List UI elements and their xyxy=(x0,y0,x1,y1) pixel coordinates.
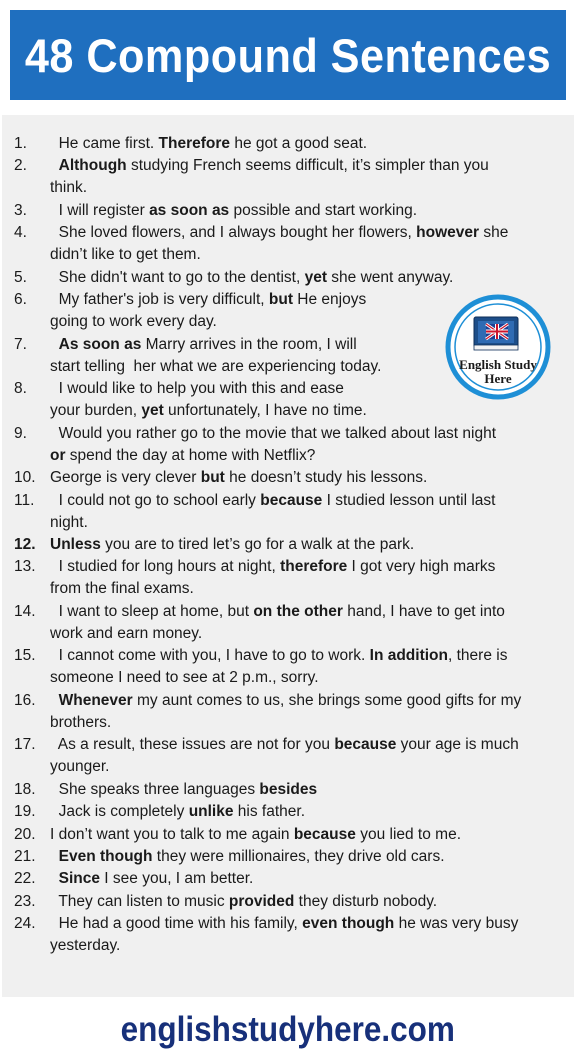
sentence-number: 20. xyxy=(14,825,36,843)
sentence-line xyxy=(50,779,317,801)
sentence-item xyxy=(2,490,574,534)
sentence-item xyxy=(2,846,574,868)
sentence-fragment: Jack is completely xyxy=(50,803,189,821)
website-url: englishstudyhere.com xyxy=(120,1009,456,1049)
sentence-fragment: She loved flowers, and I always bought her flowers, xyxy=(50,224,417,242)
sentence-fragment: they were millionaires, they drive old cars. xyxy=(152,848,445,865)
sentence-list xyxy=(2,115,574,997)
conjunction-keyword: on the other xyxy=(253,602,343,620)
sentence-number: 14. xyxy=(14,602,36,620)
sentence-fragment: she xyxy=(479,224,509,242)
sentence-number: 17. xyxy=(14,736,36,754)
sentence-line xyxy=(50,423,496,445)
sentence-fragment: He came first. xyxy=(50,135,159,152)
sentence-fragment xyxy=(50,870,59,887)
sentence-number: 9. xyxy=(14,424,27,442)
sentence-fragment: he got a good seat. xyxy=(230,135,368,152)
sentence-line xyxy=(50,667,507,689)
sentence-fragment: possible and start working. xyxy=(229,201,418,219)
sentence-line xyxy=(50,334,381,356)
sentence-text xyxy=(50,334,381,378)
sentence-item xyxy=(2,267,574,289)
sentence-fragment: I got very high marks xyxy=(347,558,496,576)
sentence-fragment: He enjoys xyxy=(293,291,367,309)
sentence-item xyxy=(2,913,574,957)
conjunction-keyword: as soon as xyxy=(149,201,230,219)
sentence-number: 21. xyxy=(14,848,36,865)
conjunction-keyword: As soon as xyxy=(58,335,142,353)
sentence-number: 10. xyxy=(14,469,36,487)
sentence-fragment: start telling her what we are experiencing today. xyxy=(50,357,382,375)
sentence-item xyxy=(2,779,574,801)
sentence-text xyxy=(50,779,317,801)
sentence-text xyxy=(50,801,305,823)
sentence-fragment: I will register xyxy=(50,201,150,219)
sentence-fragment: I studied for long hours at night, xyxy=(50,558,281,576)
sentence-fragment: my aunt comes to us, she brings some good gifts for my xyxy=(132,691,522,709)
sentence-fragment: As a result, these issues are not for you xyxy=(50,736,335,754)
sentence-text xyxy=(50,378,367,422)
sentence-fragment xyxy=(50,848,59,865)
sentence-number: 7. xyxy=(14,335,27,353)
sentence-text xyxy=(50,846,445,868)
conjunction-keyword: Therefore xyxy=(158,135,231,152)
sentence-text xyxy=(50,891,437,913)
sentence-fragment: My father's job is very difficult, xyxy=(50,291,269,309)
page-title: 48 Compound Sentences xyxy=(24,28,552,82)
sentence-line xyxy=(50,846,445,868)
conjunction-keyword: even though xyxy=(302,915,395,933)
sentence-fragment: I see you, I am better. xyxy=(99,870,254,888)
sentence-fragment: Marry arrives in the room, I will xyxy=(141,335,357,353)
conjunction-keyword: however xyxy=(416,224,480,242)
conjunction-keyword: Whenever xyxy=(58,691,133,709)
footer xyxy=(0,1003,576,1056)
conjunction-keyword: In addition xyxy=(369,647,448,665)
sentence-fragment: I studied lesson until last xyxy=(322,491,496,509)
sentence-text xyxy=(50,423,496,467)
sentence-fragment: from the final exams. xyxy=(50,580,194,598)
sentence-fragment: he doesn’t study his lessons. xyxy=(224,469,428,487)
sentence-text xyxy=(50,913,518,957)
conjunction-keyword: yet xyxy=(141,402,164,420)
sentence-item xyxy=(2,690,574,734)
conjunction-keyword: or xyxy=(50,446,66,464)
sentence-line xyxy=(50,133,367,155)
sentence-number: 8. xyxy=(14,380,27,398)
sentence-fragment: you are to tired let’s go for a walk at the park. xyxy=(100,535,415,553)
sentence-fragment: brothers. xyxy=(50,713,112,731)
sentence-fragment: work and earn money. xyxy=(50,624,203,642)
conjunction-keyword: because xyxy=(293,825,356,843)
sentence-number: 16. xyxy=(14,691,36,709)
sentence-item xyxy=(2,645,574,689)
sentence-item xyxy=(2,824,574,846)
sentence-fragment: , there is xyxy=(448,647,508,665)
sentence-fragment: night. xyxy=(50,513,88,531)
sentence-line xyxy=(50,935,518,957)
sentence-text xyxy=(50,267,453,289)
sentence-fragment: your burden, xyxy=(50,402,142,420)
sentence-number: 3. xyxy=(14,201,27,219)
sentence-line xyxy=(50,490,495,512)
sentence-line xyxy=(50,645,507,667)
sentence-number: 1. xyxy=(14,135,27,152)
sentence-line xyxy=(50,601,505,623)
sentence-item xyxy=(2,467,574,489)
sentence-line xyxy=(50,289,366,311)
sentence-line xyxy=(50,556,495,578)
conjunction-keyword: Even though xyxy=(58,848,153,865)
conjunction-keyword: but xyxy=(200,469,225,487)
sentence-number: 11. xyxy=(14,491,35,509)
sentence-fragment: didn’t like to get them. xyxy=(50,246,201,264)
sentence-fragment: she went anyway. xyxy=(326,268,454,286)
sentence-item xyxy=(2,155,574,199)
sentence-text xyxy=(50,645,507,689)
sentence-number: 2. xyxy=(14,157,27,175)
conjunction-keyword: Unless xyxy=(50,535,101,553)
sentence-text xyxy=(50,534,414,556)
conjunction-keyword: yet xyxy=(304,268,327,286)
sentence-fragment: I would like to help you with this and ease xyxy=(50,380,344,398)
sentence-item xyxy=(2,601,574,645)
sentence-text xyxy=(50,200,417,222)
sentence-item xyxy=(2,891,574,913)
sentence-fragment: he was very busy xyxy=(394,915,519,933)
sentence-fragment: someone I need to see at 2 p.m., sorry. xyxy=(50,669,319,687)
sentence-fragment: They can listen to music xyxy=(50,892,229,910)
sentence-fragment: I cannot come with you, I have to go to work. xyxy=(50,647,370,665)
sentence-fragment: they disturb nobody. xyxy=(294,892,438,910)
sentence-text xyxy=(50,133,367,155)
sentence-line xyxy=(50,891,437,913)
sentence-number: 13. xyxy=(14,558,36,576)
sentence-fragment: studying French seems difficult, it’s simpler than you xyxy=(126,157,489,175)
sentence-fragment xyxy=(50,692,59,709)
conjunction-keyword: besides xyxy=(259,780,318,798)
sentence-line xyxy=(50,445,496,467)
sentence-fragment: George is very clever xyxy=(50,469,201,487)
sentence-fragment: hand, I have to get into xyxy=(342,602,505,620)
sentence-fragment xyxy=(50,336,59,353)
sentence-number: 4. xyxy=(14,224,27,242)
sentence-number: 23. xyxy=(14,892,36,910)
sentence-line xyxy=(50,467,427,489)
sentence-line xyxy=(50,623,505,645)
sentence-text xyxy=(50,556,495,600)
sentence-line xyxy=(50,913,518,935)
sentence-number: 15. xyxy=(14,647,36,665)
book-icon xyxy=(474,317,518,350)
sentence-line xyxy=(50,244,508,266)
sentence-item xyxy=(2,423,574,467)
sentence-line xyxy=(50,200,417,222)
conjunction-keyword: Since xyxy=(58,870,100,888)
sentence-number: 5. xyxy=(14,268,27,286)
sentence-text xyxy=(50,289,366,333)
sentence-fragment: younger. xyxy=(50,758,110,776)
sentence-item xyxy=(2,556,574,600)
title-banner xyxy=(10,10,566,100)
conjunction-keyword: Although xyxy=(58,157,127,175)
sentence-fragment: spend the day at home with Netflix? xyxy=(65,446,316,464)
english-study-here-logo xyxy=(430,294,566,400)
sentence-line xyxy=(50,177,489,199)
conjunction-keyword: because xyxy=(334,736,397,754)
conjunction-keyword: therefore xyxy=(280,558,348,576)
logo-text-line2: Here xyxy=(484,371,512,386)
conjunction-keyword: because xyxy=(260,491,323,509)
sentence-text xyxy=(50,155,489,199)
sentence-text xyxy=(50,824,461,846)
conjunction-keyword: but xyxy=(268,291,293,309)
sentence-line xyxy=(50,756,519,778)
sentence-number: 22. xyxy=(14,870,36,888)
sentence-fragment: Would you rather go to the movie that we talked about last night xyxy=(50,424,497,442)
sentence-number: 19. xyxy=(14,803,36,821)
sentence-number: 12. xyxy=(14,535,36,553)
sentence-number: 18. xyxy=(14,780,36,798)
sentence-item xyxy=(2,200,574,222)
sentence-text xyxy=(50,467,427,489)
sentence-line xyxy=(50,400,367,422)
sentence-fragment: I want to sleep at home, but xyxy=(50,602,254,620)
logo-text-line1: English Study xyxy=(459,357,537,372)
sentence-fragment: you lied to me. xyxy=(355,825,461,843)
sentence-text xyxy=(50,601,505,645)
sentence-item xyxy=(2,734,574,778)
sentence-line xyxy=(50,578,495,600)
sentence-fragment: going to work every day. xyxy=(50,313,217,331)
sentence-number: 6. xyxy=(14,291,27,309)
sentence-line xyxy=(50,356,381,378)
sentence-line xyxy=(50,690,521,712)
sentence-fragment: I don’t want you to talk to me again xyxy=(50,825,294,843)
sentence-line xyxy=(50,378,367,400)
sentence-item xyxy=(2,222,574,266)
sentence-line xyxy=(50,311,366,333)
sentence-item xyxy=(2,801,574,823)
sentence-text xyxy=(50,490,495,534)
sentence-fragment: She speaks three languages xyxy=(50,780,260,798)
sentence-line xyxy=(50,222,508,244)
conjunction-keyword: provided xyxy=(228,892,295,910)
sentence-fragment: think. xyxy=(50,179,88,197)
sentence-fragment: his father. xyxy=(233,803,305,821)
sentence-text xyxy=(50,690,521,734)
sentence-line xyxy=(50,267,453,289)
sentence-line xyxy=(50,712,521,734)
sentence-line xyxy=(50,512,495,534)
sentence-fragment: unfortunately, I have no time. xyxy=(163,402,367,420)
sentence-text xyxy=(50,868,253,890)
sentence-fragment: yesterday. xyxy=(50,937,121,955)
sentence-line xyxy=(50,824,461,846)
sentence-fragment: She didn't want to go to the dentist, xyxy=(50,268,305,286)
sentence-line xyxy=(50,155,489,177)
sentence-fragment: I could not go to school early xyxy=(50,491,261,509)
sentence-item xyxy=(2,133,574,155)
sentence-fragment: He had a good time with his family, xyxy=(50,915,303,933)
sentence-text xyxy=(50,222,508,266)
sentence-item xyxy=(2,534,574,556)
sentence-fragment xyxy=(50,157,59,174)
sentence-line xyxy=(50,801,305,823)
sentence-line xyxy=(50,534,414,556)
sentence-item xyxy=(2,868,574,890)
sentence-fragment: your age is much xyxy=(396,736,519,754)
conjunction-keyword: unlike xyxy=(188,803,234,821)
sentence-line xyxy=(50,734,519,756)
sentence-text xyxy=(50,734,519,778)
sentence-line xyxy=(50,868,253,890)
sentence-number: 24. xyxy=(14,915,36,933)
